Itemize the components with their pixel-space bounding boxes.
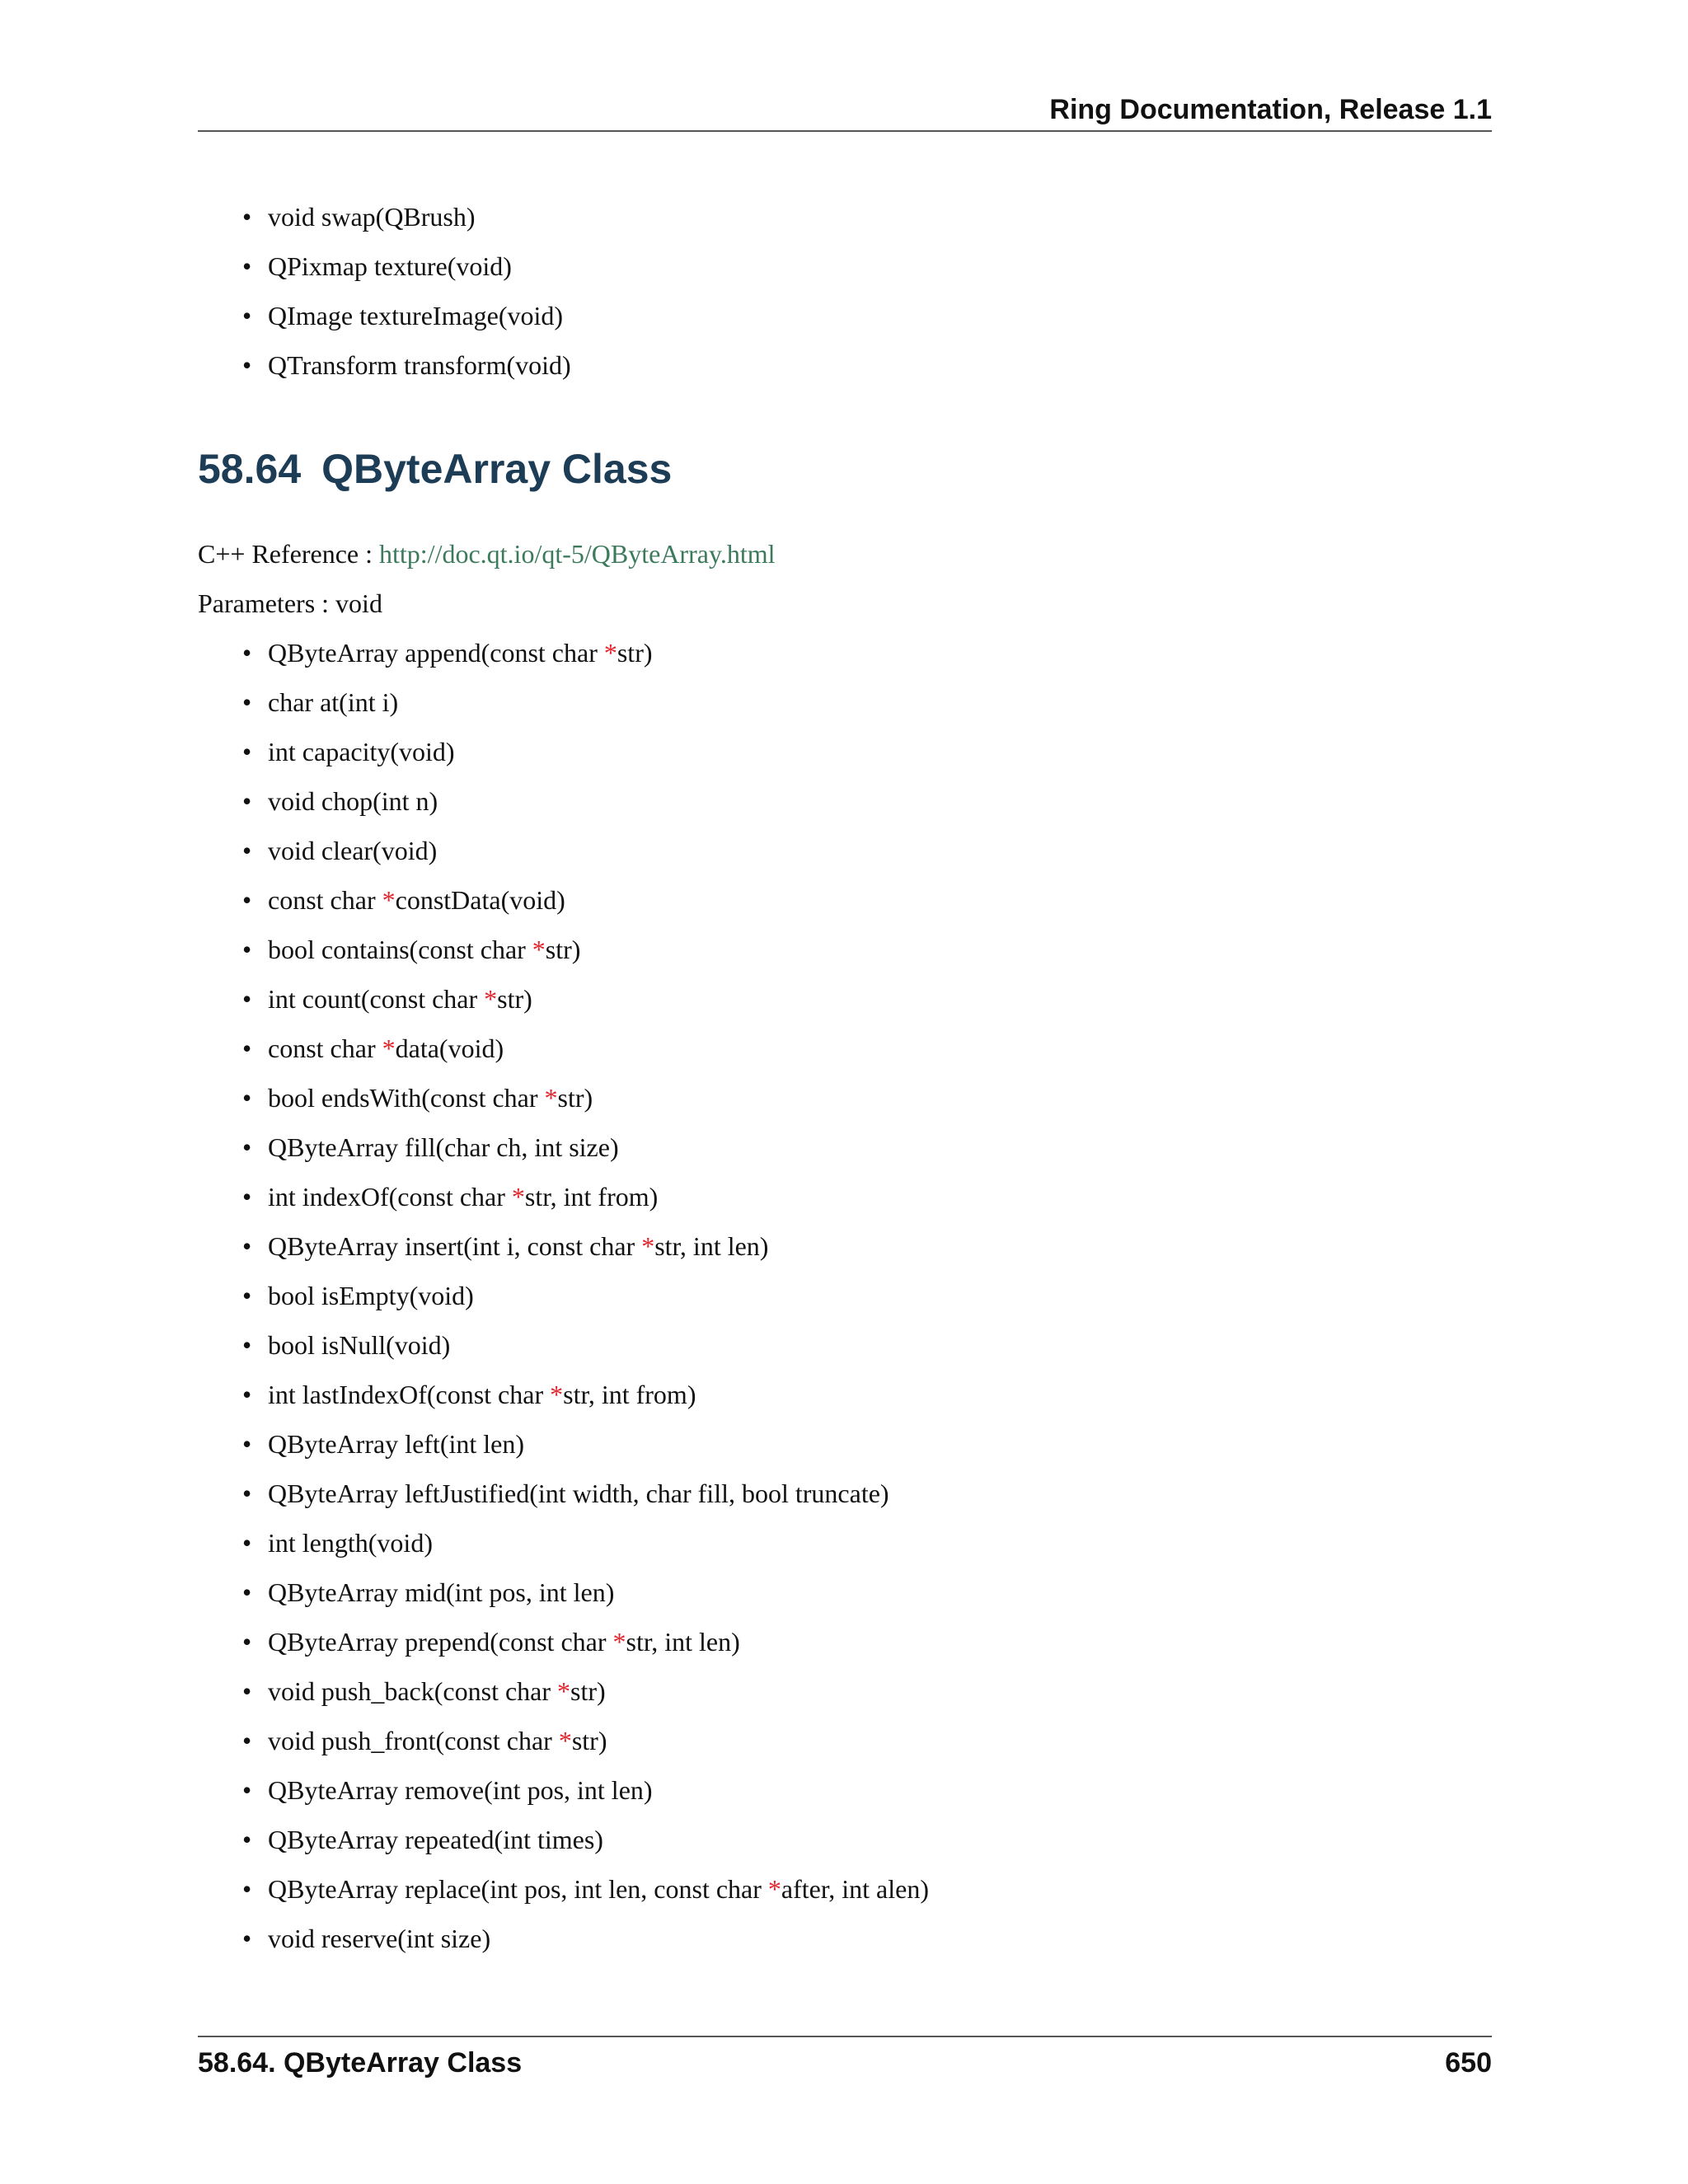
page-number: 650 <box>1445 2047 1492 2079</box>
page-header <box>198 89 1492 132</box>
list-item: • int count(const char *str) <box>239 974 929 1024</box>
page-footer <box>198 2036 1492 2087</box>
pointer-asterisk: * <box>767 1874 781 1904</box>
list-item: • void reserve(int size) <box>239 1914 929 1963</box>
list-item: • int capacity(void) <box>239 727 929 776</box>
list-item: • QByteArray remove(int pos, int len) <box>239 1765 929 1815</box>
list-item: • void clear(void) <box>239 826 929 875</box>
list-item: • QByteArray insert(int i, const char *str, int len) <box>239 1221 929 1271</box>
list-item: • bool isEmpty(void) <box>239 1271 929 1320</box>
list-item: • QTransform transform(void) <box>239 340 571 390</box>
list-item: • int lastIndexOf(const char *str, int from) <box>239 1370 929 1419</box>
top-method-list <box>239 192 571 390</box>
reference-label: C++ Reference : <box>198 539 379 569</box>
pointer-asterisk: * <box>557 1676 571 1706</box>
pointer-asterisk: * <box>382 885 396 915</box>
list-item: • QByteArray fill(char ch, int size) <box>239 1122 929 1172</box>
list-item: • QByteArray mid(int pos, int len) <box>239 1568 929 1617</box>
list-item: • bool isNull(void) <box>239 1320 929 1370</box>
pointer-asterisk: * <box>603 638 617 668</box>
list-item: • bool endsWith(const char *str) <box>239 1073 929 1122</box>
list-item: • bool contains(const char *str) <box>239 925 929 974</box>
list-item: • const char *constData(void) <box>239 875 929 925</box>
list-item: • QByteArray prepend(const char *str, int len) <box>239 1617 929 1666</box>
list-item: • QByteArray repeated(int times) <box>239 1815 929 1864</box>
list-item: • QByteArray leftJustified(int width, char fill, bool truncate) <box>239 1469 929 1518</box>
list-item: • char at(int i) <box>239 677 929 727</box>
pointer-asterisk: * <box>484 984 498 1014</box>
list-item: • void push_front(const char *str) <box>239 1716 929 1765</box>
list-item: • QByteArray append(const char *str) <box>239 628 929 677</box>
section-number: 58.64 <box>198 446 302 492</box>
header-title: Ring Documentation, Release 1.1 <box>1049 94 1492 125</box>
pointer-asterisk: * <box>544 1083 558 1113</box>
cpp-reference-line <box>198 529 776 579</box>
parameters-line: Parameters : void <box>198 588 382 618</box>
list-item: • const char *data(void) <box>239 1024 929 1073</box>
list-item: • void push_back(const char *str) <box>239 1666 929 1716</box>
list-item: • QPixmap texture(void) <box>239 241 571 291</box>
list-item: • void swap(QBrush) <box>239 192 571 241</box>
pointer-asterisk: * <box>382 1033 396 1063</box>
reference-link[interactable]: http://doc.qt.io/qt-5/QByteArray.html <box>379 539 776 569</box>
list-item: • int indexOf(const char *str, int from) <box>239 1172 929 1221</box>
list-item: • int length(void) <box>239 1518 929 1568</box>
section-title: QByteArray Class <box>321 446 673 492</box>
section-heading <box>198 440 672 498</box>
pointer-asterisk: * <box>558 1726 572 1755</box>
pointer-asterisk: * <box>511 1182 525 1212</box>
footer-section-title: 58.64. QByteArray Class <box>198 2047 523 2079</box>
list-item: • QByteArray left(int len) <box>239 1419 929 1469</box>
pointer-asterisk: * <box>612 1627 626 1657</box>
list-item: • void chop(int n) <box>239 776 929 826</box>
pointer-asterisk: * <box>641 1231 655 1261</box>
pointer-asterisk: * <box>532 935 546 964</box>
list-item: • QByteArray replace(int pos, int len, const char *after, int alen) <box>239 1864 929 1914</box>
method-list <box>239 628 929 1963</box>
pointer-asterisk: * <box>550 1380 564 1409</box>
list-item: • QImage textureImage(void) <box>239 291 571 340</box>
